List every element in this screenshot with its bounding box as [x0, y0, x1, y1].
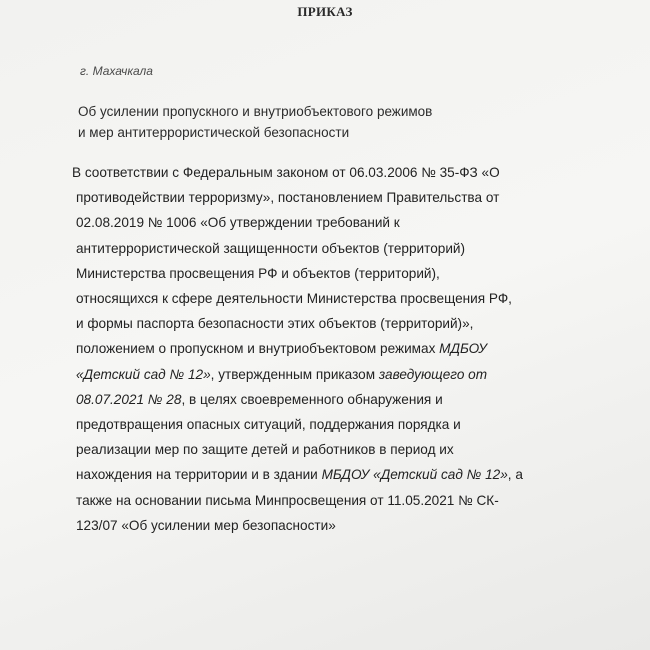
order-preamble	[72, 160, 612, 538]
body-line	[72, 210, 612, 235]
order-subject	[78, 101, 598, 143]
body-line	[72, 236, 612, 261]
body-line	[72, 336, 612, 361]
body-text-run: нахождения на территории и в здании	[76, 467, 322, 483]
body-line	[72, 387, 612, 412]
body-text-run: также на основании письма Минпросвещения от 11.05.2021 № СК-	[76, 492, 499, 508]
body-line	[72, 513, 612, 538]
city-line: г. Махачкала	[80, 64, 153, 78]
body-text-run: 02.08.2019 № 1006 «Об утверждении требований к	[76, 215, 400, 231]
body-line	[72, 311, 612, 336]
body-line	[72, 362, 612, 387]
body-text-run: , в целях своевременного обнаружения и	[181, 391, 443, 407]
body-line	[72, 160, 612, 185]
body-text-italic: «Детский сад № 12»	[76, 366, 211, 382]
body-line	[72, 412, 612, 437]
body-text-run: и формы паспорта безопасности этих объектов (территорий)»,	[76, 316, 474, 332]
body-text-italic: заведующего от	[378, 366, 488, 382]
document-title: ПРИКАЗ	[297, 4, 353, 19]
body-text-run: , утвержденным приказом	[210, 366, 379, 382]
body-text-run: относящихся к сфере деятельности Министерства просвещения РФ,	[76, 291, 512, 307]
body-text-run: , а	[507, 467, 523, 483]
body-text-italic: 08.07.2021 № 28	[76, 391, 182, 407]
body-line	[72, 286, 612, 311]
body-line	[72, 185, 612, 210]
body-text-run: противодействии терроризму», постановлением Правительства от	[76, 190, 500, 206]
body-text-run: 123/07 «Об усилении мер безопасности»	[76, 517, 336, 533]
body-line	[72, 437, 612, 462]
body-text-run: реализации мер по защите детей и работников в период их	[76, 442, 454, 458]
body-text-italic: МБДОУ «Детский сад № 12»	[321, 467, 508, 483]
body-line	[72, 261, 612, 286]
body-text-run: Министерства просвещения РФ и объектов (территорий),	[76, 265, 440, 281]
body-line	[72, 488, 612, 513]
body-text-run: антитеррористической защищенности объектов (территорий)	[76, 240, 466, 256]
body-text-run: предотвращения опасных ситуаций, поддержания порядка и	[76, 417, 461, 433]
subject-line: Об усилении пропускного и внутриобъектового режимов	[78, 104, 433, 119]
body-text-italic: МДБОУ	[439, 341, 487, 357]
body-text-run: В соответствии с Федеральным законом от 06.03.2006 № 35-ФЗ «О	[72, 165, 500, 180]
body-text-run: положением о пропускном и внутриобъектовом режимах	[76, 341, 440, 357]
subject-line: и мер антитеррористической безопасности	[78, 125, 350, 140]
body-line	[72, 462, 612, 487]
